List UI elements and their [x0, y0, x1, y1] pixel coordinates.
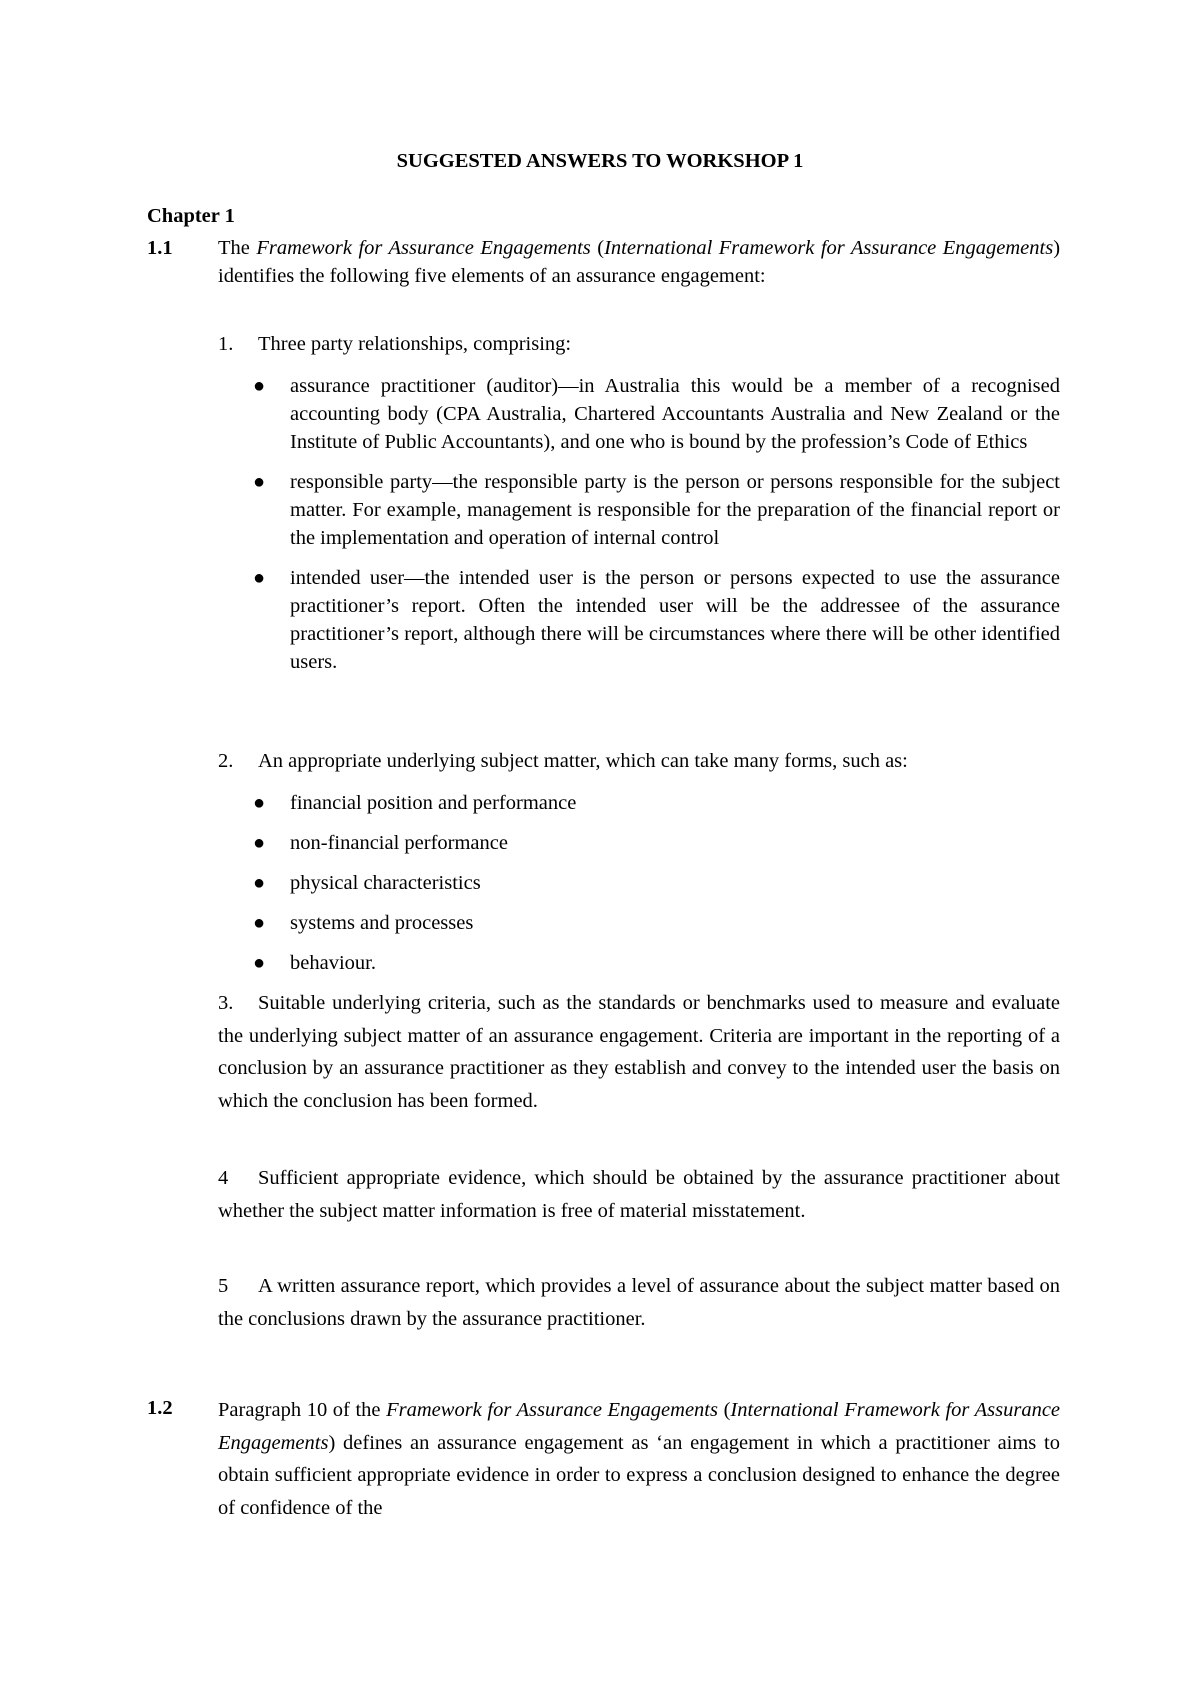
- list-item-3: [218, 987, 1060, 1117]
- international-framework-title: International Framework for Assurance Engagements: [604, 237, 1054, 259]
- bullet-icon: ●: [253, 375, 266, 397]
- bullet-icon: ●: [253, 952, 266, 974]
- bullet-text: financial position and performance: [290, 792, 577, 814]
- bullet-text: physical characteristics: [290, 872, 481, 894]
- bullet-icon: ●: [253, 471, 266, 493]
- bullet-item: [250, 949, 1060, 977]
- page-title: SUGGESTED ANSWERS TO WORKSHOP 1: [396, 150, 804, 172]
- intro-text: The: [218, 237, 257, 259]
- intro-text: ) identifies the following five elements of an assurance engagement:: [218, 237, 1061, 287]
- framework-title: Framework for Assurance Engagements: [386, 1399, 718, 1421]
- list-number: 3.: [218, 992, 234, 1014]
- bullet-item: [250, 789, 1060, 817]
- bullet-text: responsible party—the responsible party is the person or persons responsible for the subject matter. For example, management is responsible for the preparation of the financial report or the implementation and operation of internal control: [290, 471, 1060, 549]
- section-number-1-1: 1.1: [147, 237, 173, 259]
- list-number: 5: [218, 1275, 229, 1297]
- bullet-text: non-financial performance: [290, 832, 508, 854]
- bullet-text: intended user—the intended user is the person or persons expected to use the assurance practitioner’s report. Often the intended user will be the addressee of the assurance practitioner’s report, although there will be circumstances where there will be other identified users.: [290, 567, 1060, 673]
- list-item-2: [218, 747, 1060, 775]
- bullet-item: [250, 468, 1060, 552]
- framework-title: Framework for Assurance Engagements: [256, 237, 591, 259]
- list-item-5: [218, 1270, 1060, 1335]
- list-item-text: A written assurance report, which provides a level of assurance about the subject matter based on the conclusions drawn by the assurance practitioner.: [218, 1275, 1060, 1330]
- intro-text: (: [590, 237, 605, 259]
- bullet-icon: ●: [253, 792, 266, 814]
- list-item-text: Sufficient appropriate evidence, which should be obtained by the assurance practitioner about whether the subject matter information is free of material misstatement.: [218, 1167, 1060, 1222]
- bullet-icon: ●: [253, 567, 266, 589]
- chapter-heading: Chapter 1: [147, 205, 235, 227]
- section-1-2-text: [218, 1394, 1060, 1524]
- bullet-icon: ●: [253, 872, 266, 894]
- list-number: 2.: [218, 750, 234, 772]
- bullet-item: [250, 829, 1060, 857]
- list-item-text: Suitable underlying criteria, such as the standards or benchmarks used to measure and evaluate the underlying subject matter of an assurance engagement. Criteria are important in the reporting of a conclusion by an assurance practitioner as they establish and convey to the intended user the basis on which the conclusion has been formed.: [218, 992, 1060, 1112]
- list-item-1: [218, 330, 1060, 358]
- list-number: 1.: [218, 333, 234, 355]
- subject-matter-list: [250, 789, 1060, 977]
- bullet-icon: ●: [253, 912, 266, 934]
- section-text: Paragraph 10 of the: [218, 1399, 387, 1421]
- section-text: ) defines an assurance engagement as ‘an engagement in which a practitioner aims to obtain sufficient appropriate evidence in order to express a conclusion designed to enhance the degree of confidence of the: [218, 1431, 1060, 1519]
- list-item-text: Three party relationships, comprising:: [258, 333, 572, 355]
- party-relationships-list: [250, 372, 1060, 676]
- bullet-item: [250, 869, 1060, 897]
- section-1-1-intro: [218, 234, 1060, 290]
- list-item-4: [218, 1162, 1060, 1227]
- list-item-text: An appropriate underlying subject matter, which can take many forms, such as:: [258, 750, 908, 772]
- bullet-item: [250, 372, 1060, 456]
- bullet-text: behaviour.: [290, 952, 376, 974]
- list-number: 4: [218, 1167, 229, 1189]
- bullet-text: systems and processes: [290, 912, 474, 934]
- section-number-1-2: 1.2: [147, 1397, 173, 1419]
- bullet-item: [250, 909, 1060, 937]
- section-text: (: [717, 1399, 731, 1421]
- international-framework-title: International Framework for Assurance Engagements: [218, 1399, 1061, 1454]
- bullet-item: [250, 564, 1060, 676]
- bullet-icon: ●: [253, 832, 266, 854]
- bullet-text: assurance practitioner (auditor)—in Australia this would be a member of a recognised accounting body (CPA Australia, Chartered Accountants Australia and New Zealand or the Institute of Public Accountants), and one who is bound by the profession’s Code of Ethics: [290, 375, 1060, 453]
